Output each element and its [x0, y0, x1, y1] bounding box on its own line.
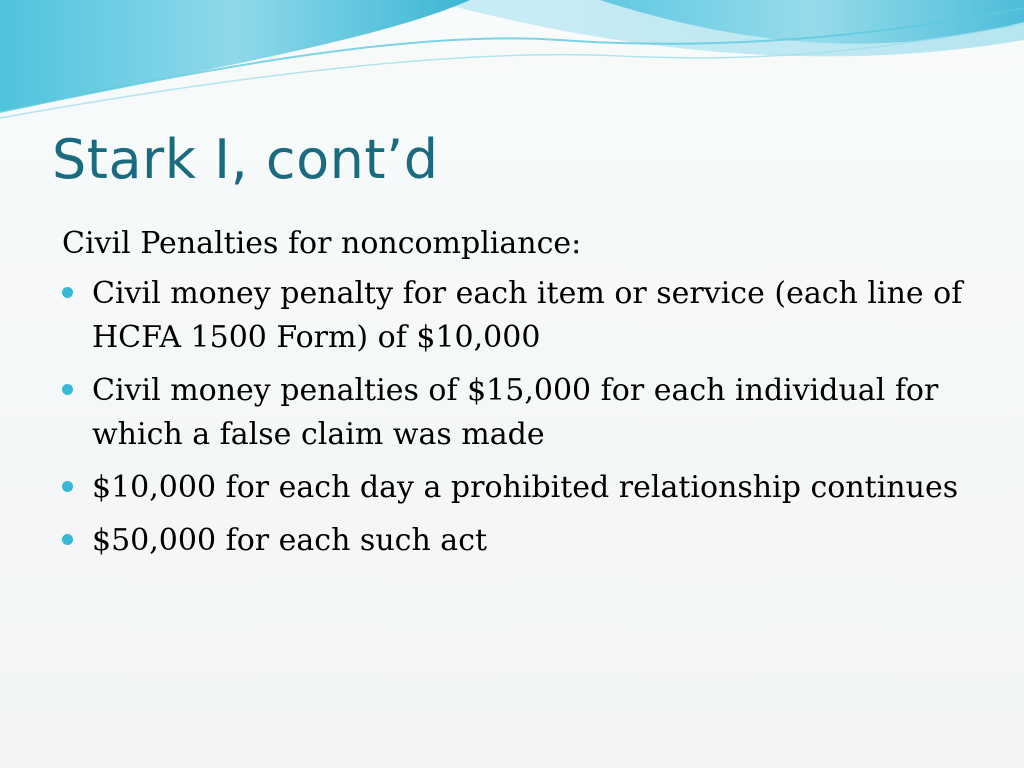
bullet-dot-icon: [62, 287, 73, 298]
bullet-text: Civil money penalties of $15,000 for each individual for which a false claim was made: [92, 373, 939, 452]
wave-header-decoration: [0, 0, 1024, 120]
bullet-dot-icon: [62, 481, 73, 492]
bullet-text: $10,000 for each day a prohibited relationship continues: [92, 470, 959, 505]
slide-title: Stark I, cont’d: [52, 128, 439, 191]
bullet-dot-icon: [62, 534, 73, 545]
bullet-item: [62, 519, 972, 563]
bullet-text: $50,000 for each such act: [92, 523, 488, 558]
slide-body: [62, 222, 972, 572]
bullet-list: [62, 272, 972, 563]
intro-text: Civil Penalties for noncompliance:: [62, 226, 582, 261]
bullet-text: Civil money penalty for each item or service (each line of HCFA 1500 Form) of $10,000: [92, 276, 963, 355]
bullet-item: [62, 369, 972, 457]
bullet-dot-icon: [62, 384, 73, 395]
bullet-item: [62, 272, 972, 360]
bullet-item: [62, 466, 972, 510]
